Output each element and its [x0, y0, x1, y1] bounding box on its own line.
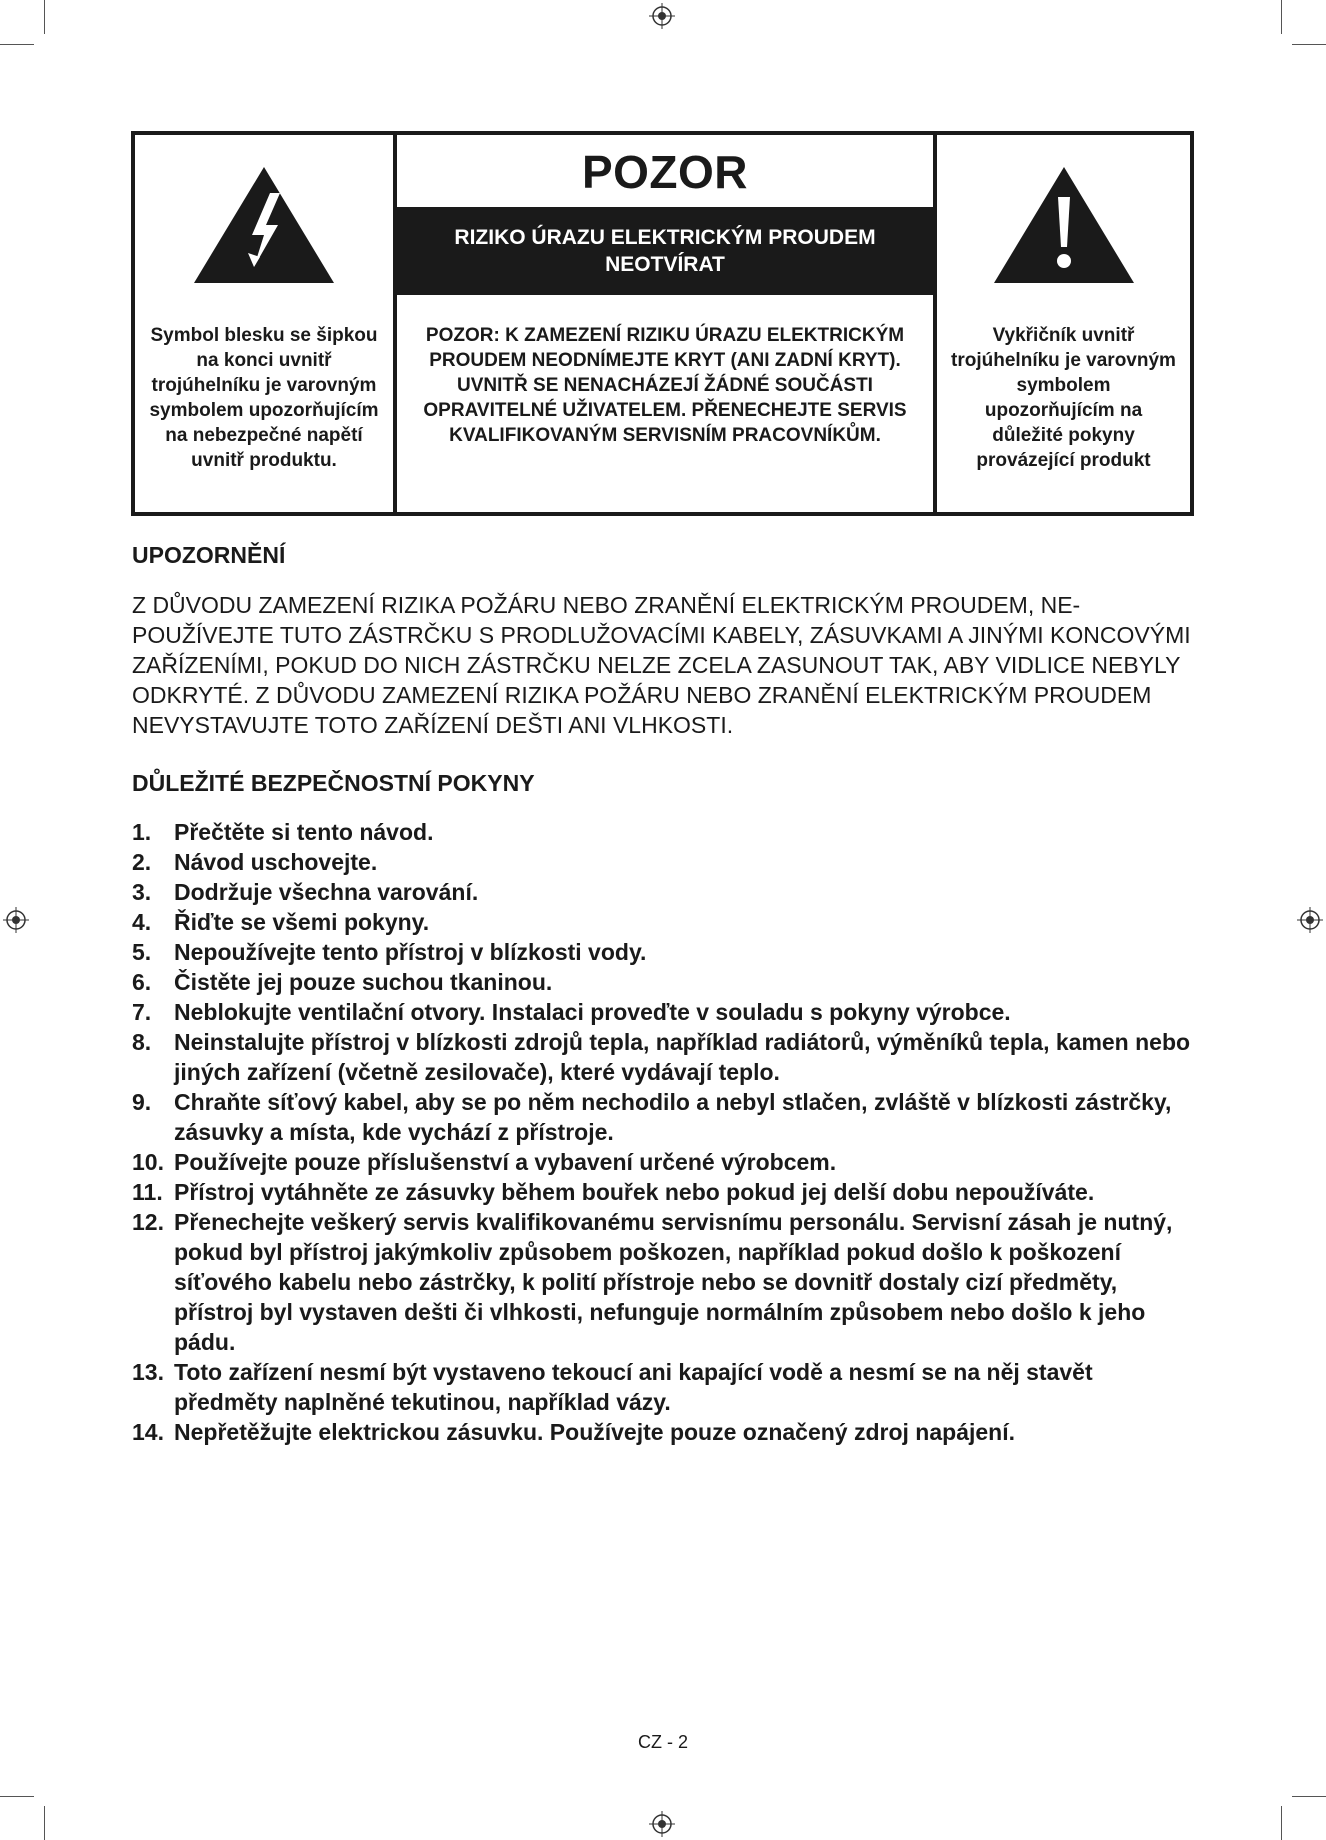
safety-heading: DŮLEŽITÉ BEZPEČNOSTNÍ POKYNY: [132, 770, 535, 796]
crop-mark: [0, 44, 34, 45]
list-item: [132, 1147, 1200, 1177]
list-item: [132, 817, 1200, 847]
list-item-text: Nepoužívejte tento přístroj v blízkosti vody.: [174, 939, 647, 965]
list-item: [132, 1207, 1200, 1357]
list-item-text: Návod uschovejte.: [174, 849, 378, 875]
list-item-text: Nepřetěžujte elektrickou zásuvku. Používejte pouze označený zdroj napájení.: [174, 1419, 1016, 1445]
list-item-text: Používejte pouze příslušenství a vybavení určené výrobcem.: [174, 1149, 837, 1175]
list-item-text: Chraňte síťový kabel, aby se po něm nechodilo a nebyl stlačen, zvláště v blízkosti zástrčky, zásuvky a místa, kde vychází z přístroje.: [174, 1089, 1172, 1145]
list-item-text: Neinstalujte přístroj v blízkosti zdrojů tepla, například radiátorů, výměníků tepla, kamen nebo jiných zařízení (včetně zesilovače), které vydávají teplo.: [174, 1029, 1191, 1085]
warning-box: [131, 131, 1194, 516]
list-item-number: 8.: [132, 1029, 152, 1055]
page-number: CZ - 2: [637, 1732, 688, 1752]
list-item-number: 2.: [132, 849, 152, 875]
list-item-number: 13.: [132, 1359, 164, 1385]
list-item: [132, 937, 1200, 967]
list-item-number: 6.: [132, 969, 152, 995]
list-item: [132, 1027, 1200, 1087]
list-item: [132, 967, 1200, 997]
warning-instructions: POZOR: K ZAMEZENÍ RIZIKU ÚRAZU ELEKTRICKÝM PROUDEM NEODNÍMEJTE KRYT (ANI ZADNÍ KRYT). UVNITŘ SE NENACHÁZEJÍ ŽÁDNÉ SOUČÁSTI OPRAVITELNÉ UŽIVATELEM. PŘENECHEJTE SERVIS KVALIFIKOVANÝM SERVISNÍM PRACOVNÍKŮM.: [423, 325, 907, 446]
crop-mark: [44, 0, 45, 34]
list-item-number: 12.: [132, 1209, 164, 1235]
list-item-number: 1.: [132, 819, 152, 845]
list-item: [132, 1357, 1200, 1417]
list-item: [132, 1417, 1200, 1447]
list-item-number: 7.: [132, 999, 152, 1025]
lightning-warning-icon: [194, 167, 334, 283]
list-item-text: Přístroj vytáhněte ze zásuvky během bouřek nebo pokud jej delší dobu nepoužíváte.: [174, 1179, 1095, 1205]
crop-mark: [1292, 44, 1326, 45]
list-item-text: Toto zařízení nesmí být vystaveno tekoucí ani kapající vodě a nesmí se na něj stavět předměty naplněné tekutinou, například vázy.: [174, 1359, 1093, 1415]
warning-left-column: [135, 135, 397, 512]
warning-middle-column: [397, 135, 937, 512]
notice-text: Z DŮVODU ZAMEZENÍ RIZIKA POŽÁRU NEBO ZRANĚNÍ ELEKTRICKÝM PROUDEM, NE-POUŽÍVEJTE TUTO ZÁSTRČKU S PRODLUŽOVACÍMI KABELY, ZÁSUVKAMI A JINÝMI KONCOVÝMI ZAŘÍZENÍMI, POKUD DO NICH ZÁSTRČKU NELZE ZCELA ZASUNOUT TAK, ABY VIDLICE NEBYLY ODKRYTÉ. Z DŮVODU ZAMEZENÍ RIZIKA POŽÁRU NEBO ZRANĚNÍ ELEKTRICKÝM PROUDEM NEVYSTAVUJTE TOTO ZAŘÍZENÍ DEŠTI ANI VLHKOSTI.: [132, 592, 1191, 738]
list-item-number: 14.: [132, 1419, 164, 1445]
list-item: [132, 1087, 1200, 1147]
list-item: [132, 907, 1200, 937]
registration-mark-icon: [649, 1811, 675, 1837]
safety-instructions-list: [132, 817, 1200, 1447]
list-item-text: Přenechejte veškerý servis kvalifikovanému servisnímu personálu. Servisní zásah je nutný, pokud byl přístroj jakýmkoliv způsobem poškozen, například pokud došlo k poškození síťového kabelu nebo zástrčky, k polití přístroje nebo se dovnitř dostaly cizí předměty, přístroj byl vystaven dešti či vlhkosti, nefunguje normálním způsobem nebo došlo k jeho pádu.: [174, 1209, 1173, 1355]
crop-mark: [0, 1796, 34, 1797]
exclamation-warning-icon: [994, 167, 1134, 283]
registration-mark-icon: [649, 3, 675, 29]
list-item: [132, 1177, 1200, 1207]
list-item-number: 10.: [132, 1149, 164, 1175]
registration-mark-icon: [1297, 907, 1323, 933]
warning-right-column: [937, 135, 1190, 512]
list-item-number: 5.: [132, 939, 152, 965]
list-item-text: Neblokujte ventilační otvory. Instalaci proveďte v souladu s pokyny výrobce.: [174, 999, 1011, 1025]
list-item-number: 9.: [132, 1089, 152, 1115]
list-item-text: Čistěte jej pouze suchou tkaninou.: [174, 969, 553, 995]
list-item: [132, 877, 1200, 907]
notice-heading: UPOZORNĚNÍ: [132, 542, 286, 568]
warning-title: POZOR: [581, 146, 749, 198]
crop-mark: [1281, 1806, 1282, 1840]
list-item-number: 11.: [132, 1179, 163, 1205]
registration-mark-icon: [3, 907, 29, 933]
exclamation-symbol-description: Vykřičník uvnitř trojúhelníku je varovným symbolem upozorňujícím na důležité pokyny provázející produkt: [951, 325, 1176, 471]
list-item-number: 4.: [132, 909, 152, 935]
crop-mark: [1281, 0, 1282, 34]
list-item: [132, 847, 1200, 877]
list-item-text: Přečtěte si tento návod.: [174, 819, 434, 845]
list-item-text: Dodržuje všechna varování.: [174, 879, 479, 905]
lightning-symbol-description: Symbol blesku se šipkou na konci uvnitř trojúhelníku je varovným symbolem upozorňujícím na nebezpečné napětí uvnitř produktu.: [149, 325, 379, 471]
crop-mark: [44, 1806, 45, 1840]
crop-mark: [1292, 1796, 1326, 1797]
warning-banner: RIZIKO ÚRAZU ELEKTRICKÝM PROUDEM NEOTVÍRAT: [397, 207, 933, 295]
list-item-text: Řiďte se všemi pokyny.: [174, 909, 430, 935]
list-item: [132, 997, 1200, 1027]
list-item-number: 3.: [132, 879, 152, 905]
